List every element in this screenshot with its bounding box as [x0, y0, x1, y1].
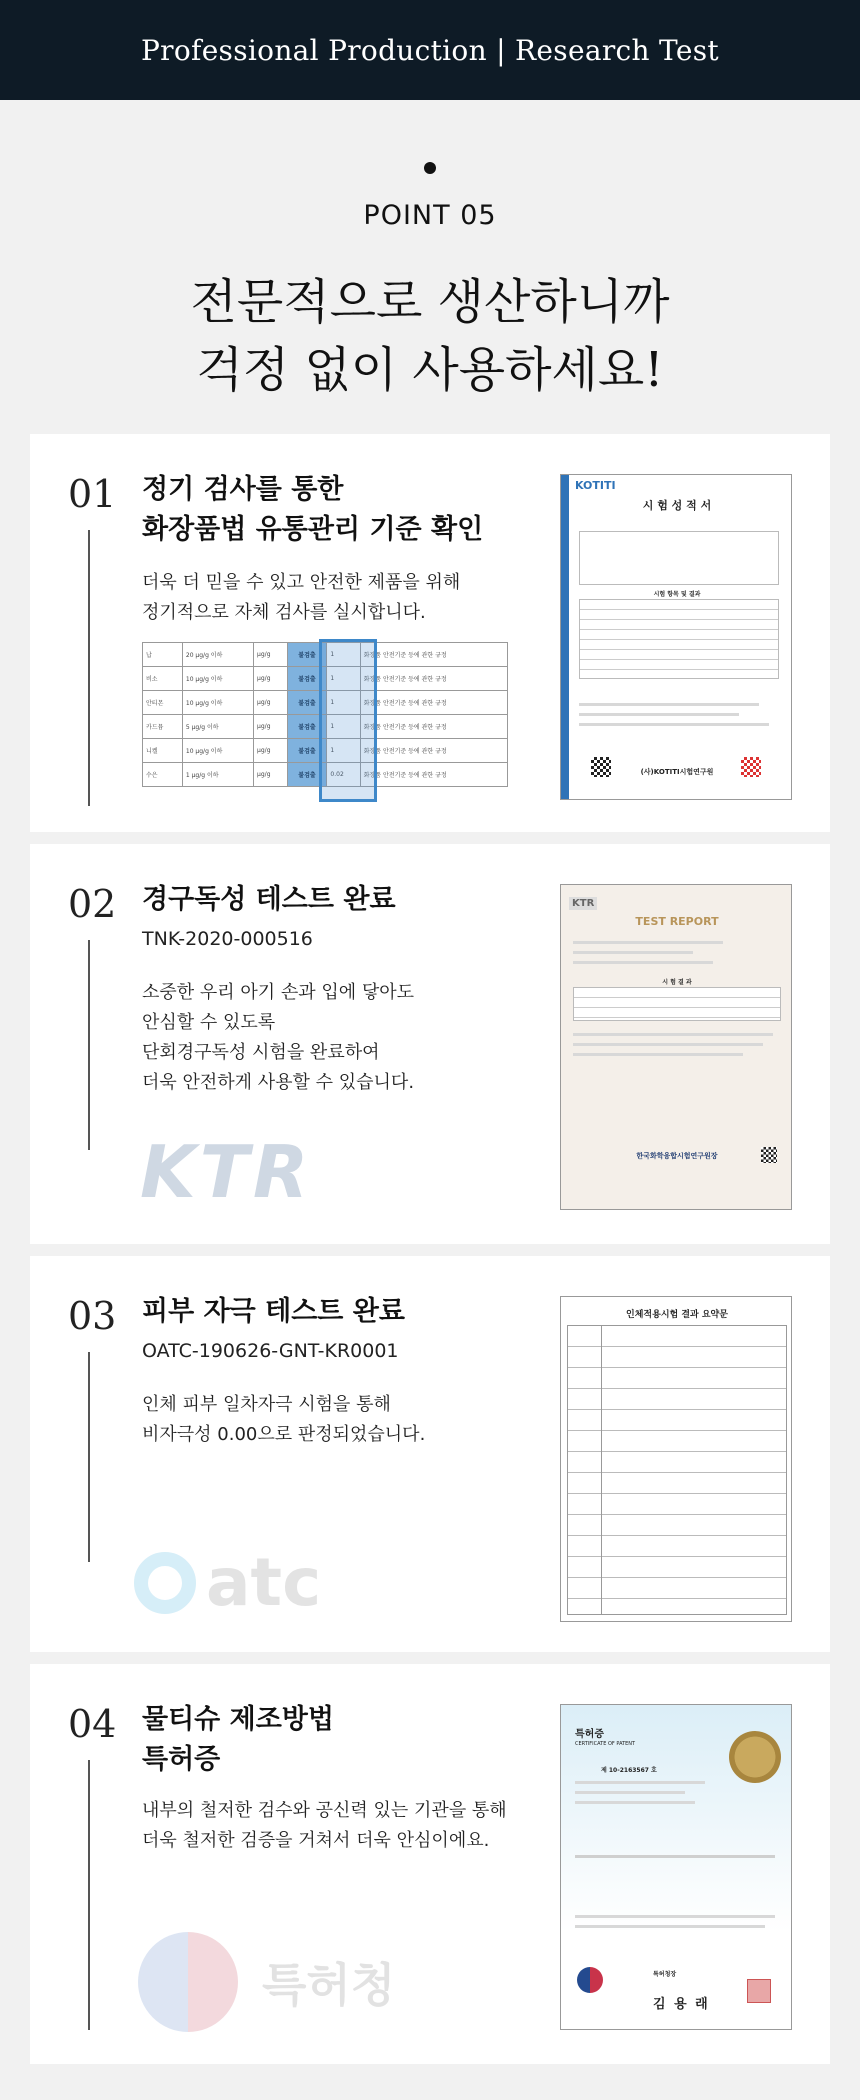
card-regular-inspection: [30, 434, 830, 832]
patent-certificate-image: [560, 1704, 792, 2030]
certificate-signature: 김 용 래: [653, 1997, 710, 2012]
card-description: 내부의 철저한 검수와 공신력 있는 기관을 통해 더욱 철저한 검증을 거쳐서 더욱 안심이에요.: [142, 1800, 507, 1851]
divider-line: [88, 1760, 90, 2030]
highlight-box: [319, 639, 377, 802]
certificate-title: 특허증: [575, 1729, 604, 1740]
kipo-logo: [138, 1932, 395, 2032]
card-number: 02: [68, 882, 117, 926]
official-stamp-icon: [747, 1979, 771, 2003]
headline-line2: 걱정 없이 사용하세요!: [196, 342, 664, 398]
skin-test-summary-image: [560, 1296, 792, 1622]
report-title: 인체적용시험 결과 요약문: [626, 1310, 728, 1320]
header-title: Professional Production | Research Test: [141, 33, 719, 67]
divider-line: [88, 530, 90, 806]
table-row: 안티몬 10 µg/g 이하 µg/g 불검출 1 화장품 안전기준 등에 관한 규정: [143, 691, 508, 715]
card-description: 소중한 우리 아기 손과 입에 닿아도 안심할 수 있도록 단회경구독성 시험을 완료하여 더욱 안전하게 사용할 수 있습니다.: [142, 982, 415, 1093]
qr-code-icon: [761, 1147, 777, 1163]
dot-icon: [424, 162, 436, 174]
report-result-table: [573, 987, 781, 1021]
report-info-box: [579, 531, 779, 585]
kotiti-brand: KOTITI: [575, 479, 616, 492]
card-title: 물티슈 제조방법 특허증: [142, 1704, 334, 1775]
card-skin-irritation: [30, 1256, 830, 1652]
stamp-icon: [741, 757, 761, 777]
report-result-table: [579, 599, 779, 679]
report-title: TEST REPORT: [635, 915, 719, 928]
card-title: 경구독성 테스트 완료: [142, 884, 396, 915]
card-description: 인체 피부 일차자극 시험을 통해 비자극성 0.00으로 판정되었습니다.: [142, 1394, 426, 1445]
taegeuk-icon: [138, 1932, 238, 2032]
table-row: 니켈 10 µg/g 이하 µg/g 불검출 1 화장품 안전기준 등에 관한 규정: [143, 739, 508, 763]
ktr-badge: KTR: [569, 897, 597, 910]
card-number: 04: [68, 1702, 117, 1746]
summary-table: [567, 1325, 787, 1615]
gold-seal-icon: [729, 1731, 781, 1783]
card-number: 01: [68, 472, 117, 516]
card-oral-toxicity: [30, 844, 830, 1244]
card-title: 피부 자극 테스트 완료: [142, 1296, 405, 1327]
kotiti-report-image: [560, 474, 792, 800]
ktr-test-report-image: [560, 884, 792, 1210]
certificate-issuer: 특허청장: [653, 1971, 677, 1978]
headline-line1: 전문적으로 생산하니까: [190, 274, 670, 330]
kipo-logo-text: 특허청: [262, 1958, 396, 2012]
atc-logo-text: atc: [206, 1544, 322, 1621]
report-side-bar: [561, 475, 569, 800]
divider-line: [88, 1352, 90, 1562]
atc-ring-icon: [134, 1552, 196, 1614]
divider-line: [88, 940, 90, 1150]
table-row: 납 20 µg/g 이하 µg/g 불검출 1 화장품 안전기준 등에 관한 규정: [143, 643, 508, 667]
page-header: [0, 0, 860, 100]
report-issuer: (사)KOTITI시험연구원: [640, 768, 714, 776]
patent-number: 제 10-2163567 호: [601, 1767, 657, 1774]
point-label: POINT 05: [363, 200, 497, 231]
table-row: 카드뮴 5 µg/g 이하 µg/g 불검출 1 화장품 안전기준 등에 관한 규정: [143, 715, 508, 739]
certificate-subtitle: CERTIFICATE OF PATENT: [575, 1741, 636, 1747]
ktr-logo: KTR: [140, 1130, 313, 1214]
table-row: 비소 10 µg/g 이하 µg/g 불검출 1 화장품 안전기준 등에 관한 규정: [143, 667, 508, 691]
report-title: 시 험 성 적 서: [642, 499, 712, 512]
card-number: 03: [68, 1294, 117, 1338]
certificate-code: OATC-190626-GNT-KR0001: [142, 1340, 399, 1362]
card-title: 정기 검사를 통한 화장품법 유통관리 기준 확인: [142, 474, 484, 545]
report-issuer: 한국화학융합시험연구원장: [636, 1152, 718, 1160]
card-patent: [30, 1664, 830, 2064]
kipo-emblem-icon: [577, 1967, 603, 1993]
table-row: 수은 1 µg/g 이하 µg/g 불검출 0.02 화장품 안전기준 등에 관한 규정: [143, 763, 508, 787]
report-table-title: 시 험 결 과: [662, 979, 692, 986]
page-headline: [0, 268, 860, 404]
certificate-code: TNK-2020-000516: [142, 928, 313, 950]
report-table-title: 시험 항목 및 결과: [653, 591, 701, 598]
atc-logo: [134, 1544, 321, 1621]
card-description: 더욱 더 믿을 수 있고 안전한 제품을 위해 정기적으로 자체 검사를 실시합니다.: [142, 572, 461, 623]
